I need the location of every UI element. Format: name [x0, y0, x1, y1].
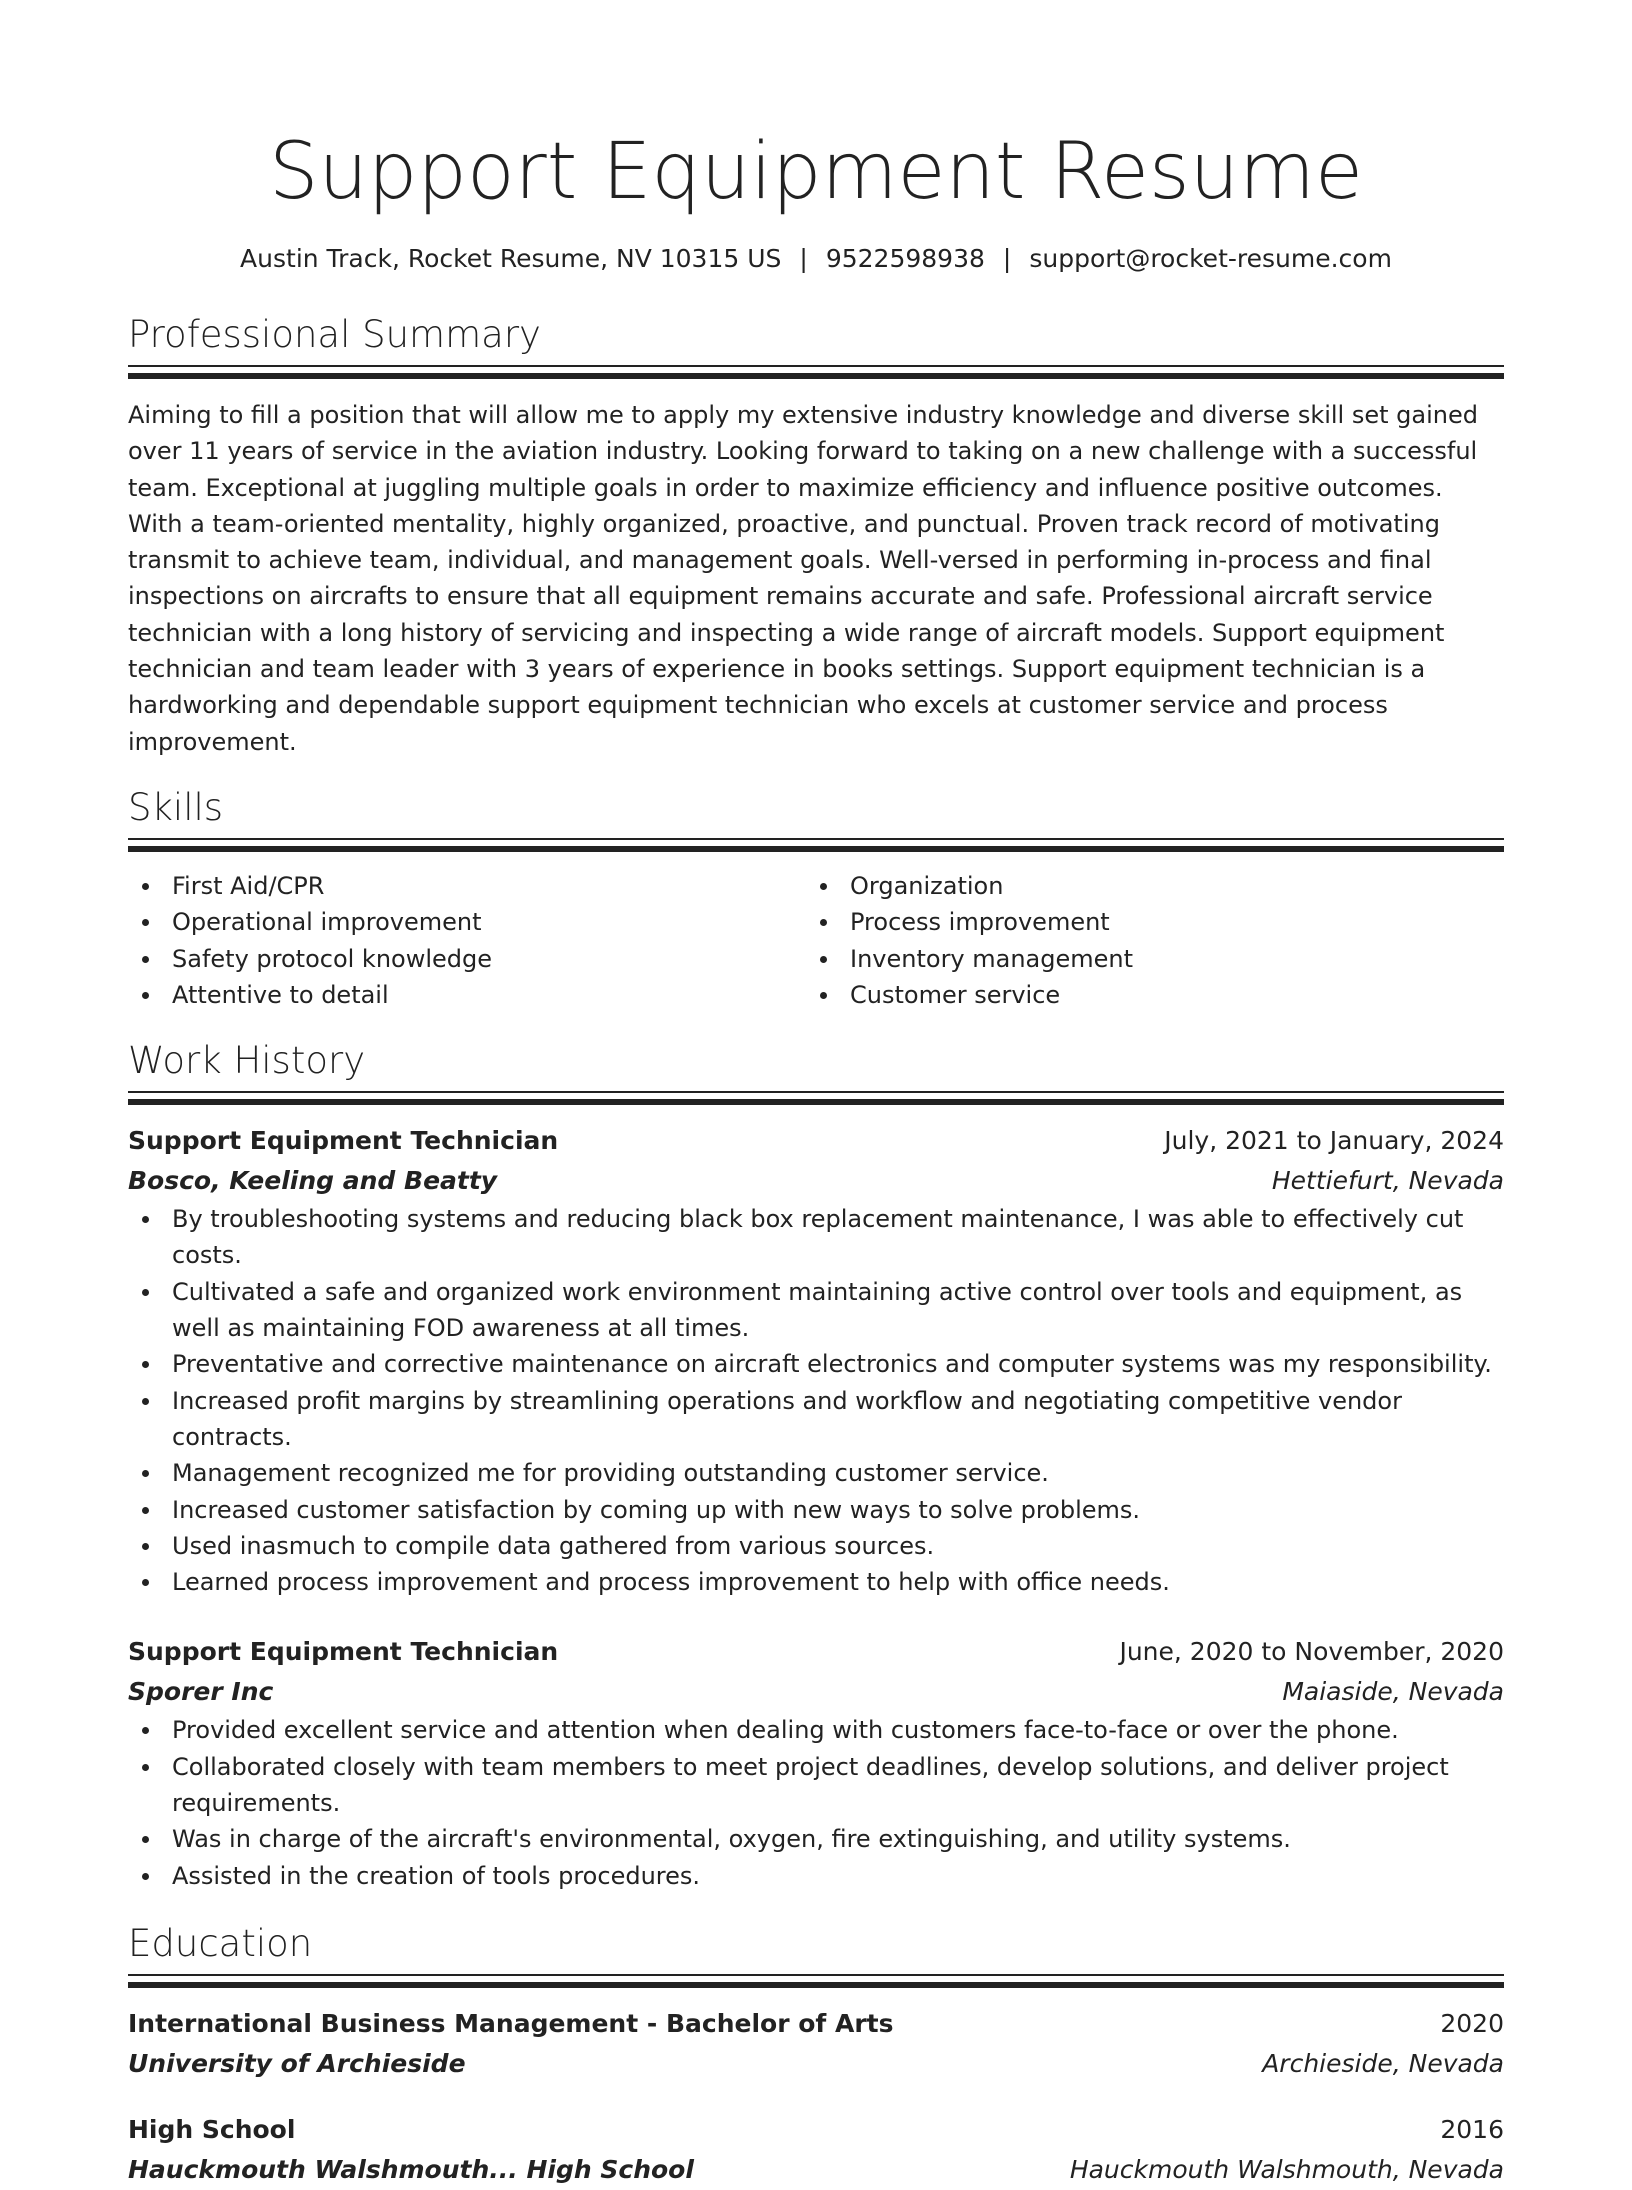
contact-line — [128, 242, 1504, 276]
contact-phone: 9522598938 — [825, 244, 985, 273]
job-title: Support Equipment Technician — [128, 1126, 559, 1156]
section-heading-summary: Professional Summary — [128, 313, 541, 356]
resume-title: Support Equipment Resume — [268, 127, 1364, 217]
job-header — [128, 1632, 1504, 1672]
job-location: Hettiefurt, Nevada — [1271, 1166, 1504, 1196]
contact-separator: | — [799, 244, 808, 273]
job-bullet: Provided excellent service and attention when dealing with customers face-to-face or over the phone. — [128, 1712, 1504, 1748]
education-year: 2020 — [1440, 2008, 1504, 2038]
job-subheader — [128, 1161, 1504, 1201]
summary-section — [128, 311, 1504, 760]
job-bullet: Increased customer satisfaction by coming up with new ways to solve problems. — [128, 1492, 1504, 1528]
education-school: University of Archieside — [128, 2048, 466, 2078]
skill-item: Inventory management — [806, 941, 1484, 977]
education-subheader — [128, 2044, 1504, 2084]
summary-text: Aiming to fill a position that will allow me to apply my extensive industry knowledge and diverse skill set gained over 11 years of service in the aviation industry. Looking forward to taking on a new challenge with a successful team. Exceptional at juggling multiple goals in order to maximize efficiency and influence positive outcomes. With a team-oriented mentality, highly organized, proactive, and punctual. Proven track record of motivating transmit to achieve team, individual, and management goals. Well-versed in performing in-process and final inspections on aircrafts to ensure that all equipment remains accurate and safe. Professional aircraft service technician with a long history of servicing and inspecting a wide range of aircraft models. Support equipment technician and team leader with 3 years of experience in books settings. Support equipment technician is a hardworking and dependable support equipment technician who excels at customer service and process improvement. — [128, 401, 1478, 756]
resume-page — [128, 0, 1504, 2190]
skills-section — [128, 784, 1504, 1013]
skills-column-left — [128, 868, 806, 1013]
job-bullet: Was in charge of the aircraft's environmental, oxygen, fire extinguishing, and utility systems. — [128, 1821, 1504, 1857]
job-bullet: Preventative and corrective maintenance on aircraft electronics and computer systems was my responsibility. — [128, 1346, 1504, 1382]
job-company: Bosco, Keeling and Beatty — [128, 1166, 498, 1196]
section-divider — [128, 365, 1504, 379]
education-subheader — [128, 2150, 1504, 2190]
job-dates: June, 2020 to November, 2020 — [1119, 1637, 1504, 1667]
job-entry — [128, 1121, 1504, 1600]
skill-item: Safety protocol knowledge — [128, 941, 806, 977]
skill-item: Organization — [806, 868, 1484, 904]
job-bullet: Cultivated a safe and organized work environment maintaining active control over tools and equipment, as well as maintaining FOD awareness at all times. — [128, 1274, 1504, 1347]
section-divider — [128, 1974, 1504, 1988]
section-divider — [128, 838, 1504, 852]
job-bullet: Management recognized me for providing outstanding customer service. — [128, 1455, 1504, 1491]
education-degree: International Business Management - Bachelor of Arts — [128, 2008, 894, 2038]
skill-item: Customer service — [806, 977, 1484, 1013]
education-entry — [128, 2110, 1504, 2190]
education-section — [128, 1920, 1504, 2190]
education-year: 2016 — [1440, 2114, 1504, 2144]
job-bullet: By troubleshooting systems and reducing black box replacement maintenance, I was able to effectively cut costs. — [128, 1201, 1504, 1274]
education-degree: High School — [128, 2114, 296, 2144]
job-bullet: Collaborated closely with team members to meet project deadlines, develop solutions, and deliver project requirements. — [128, 1749, 1504, 1822]
section-divider — [128, 1091, 1504, 1105]
education-entry — [128, 2004, 1504, 2084]
section-heading-skills: Skills — [128, 785, 224, 829]
education-school: Hauckmouth Walshmouth... High School — [128, 2154, 694, 2184]
job-bullet: Used inasmuch to compile data gathered from various sources. — [128, 1528, 1504, 1564]
skill-item: Operational improvement — [128, 904, 806, 940]
job-subheader — [128, 1672, 1504, 1712]
job-header — [128, 1121, 1504, 1161]
job-entry — [128, 1632, 1504, 1893]
job-dates: July, 2021 to January, 2024 — [1164, 1126, 1504, 1156]
contact-address: Austin Track, Rocket Resume, NV 10315 US — [240, 244, 782, 273]
job-bullets — [128, 1201, 1504, 1600]
contact-email[interactable]: support@rocket-resume.com — [1029, 244, 1392, 273]
skill-item: Process improvement — [806, 904, 1484, 940]
skills-columns — [128, 868, 1504, 1013]
education-location: Hauckmouth Walshmouth, Nevada — [1069, 2154, 1504, 2184]
job-location: Maiaside, Nevada — [1282, 1677, 1504, 1707]
job-title: Support Equipment Technician — [128, 1637, 559, 1667]
education-header — [128, 2004, 1504, 2044]
education-header — [128, 2110, 1504, 2150]
skills-column-right — [806, 868, 1484, 1013]
section-heading-education: Education — [128, 1921, 313, 1965]
contact-separator: | — [1002, 244, 1012, 273]
skill-item: Attentive to detail — [128, 977, 806, 1013]
education-location: Archieside, Nevada — [1262, 2048, 1504, 2078]
section-heading-work: Work History — [128, 1039, 366, 1083]
job-bullet: Assisted in the creation of tools procedures. — [128, 1858, 1504, 1894]
job-bullet: Increased profit margins by streamlining operations and workflow and negotiating competitive vendor contracts. — [128, 1383, 1504, 1456]
job-bullet: Learned process improvement and process improvement to help with office needs. — [128, 1564, 1504, 1600]
skill-item: First Aid/CPR — [128, 868, 806, 904]
work-section — [128, 1037, 1504, 1894]
job-company: Sporer Inc — [128, 1677, 274, 1707]
job-bullets — [128, 1712, 1504, 1893]
